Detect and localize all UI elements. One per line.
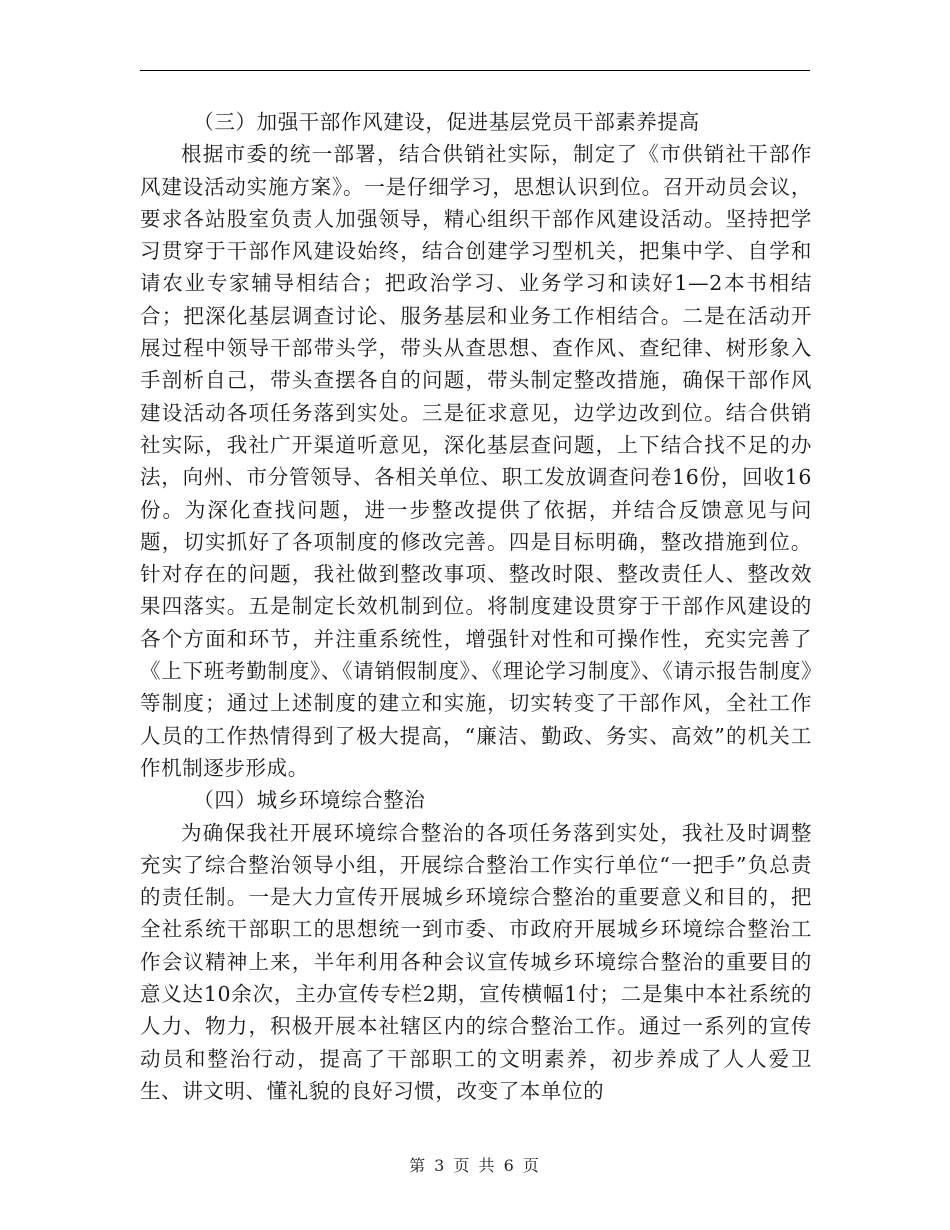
paragraph-cadre-style: 根据市委的统一部署，结合供销社实际，制定了《市供销社干部作风建设活动实施方案》。一是仔细学习，思想认识到位。召开动员会议，要求各站股室负责人加强领导，精心组织干部作风建设活动。坚持把学习贯穿于干部作风建设始终，结合创建学习型机关，把集中学、自学和请农业专家辅导相结合；把政治学习、业务学习和读好1—2本书相结合；把深化基层调查讨论、服务基层和业务工作相结合。二是在活动开展过程中领导干部带头学，带头从查思想、查作风、查纪律、树形象入手剖析自己，带头查摆各自的问题，带头制定整改措施，确保干部作风建设活动各项任务落到实处。三是征求意见，边学边改到位。结合供销社实际，我社广开渠道听意见，深化基层查问题，上下结合找不足的办法，向州、市分管领导、各相关单位、职工发放调查问卷16份，回收16份。为深化查找问题，进一步整改提供了依据，并结合反馈意见与问题，切实抓好了各项制度的修改完善。四是目标明确，整改措施到位。针对存在的问题，我社做到整改事项、整改时限、整改责任人、整改效果四落实。五是制定长效机制到位。将制度建设贯穿于干部作风建设的各个方面和环节，并注重系统性，增强针对性和可操作性，充实完善了《上下班考勤制度》、《请销假制度》、《理论学习制度》、《请示报告制度》等制度；通过上述制度的建立和实施，切实转变了干部作风，全社工作人员的工作热情得到了极大提高，“廉洁、勤政、务实、高效”的机关工作机制逐步形成。 <box>140 142 812 780</box>
paragraph-environment: 为确保我社开展环境综合整治的各项任务落到实处，我社及时调整充实了综合整治领导小组，开展综合整治工作实行单位“一把手”负总责的责任制。一是大力宣传开展城乡环境综合整治的重要意义和目的，把全社系统干部职工的思想统一到市委、市政府开展城乡环境综合整治工作会议精神上来，半年利用各种会议宣传城乡环境综合整治的重要目的意义达10余次，主办宣传专栏2期，宣传横幅1付；二是集中本社系统的人力、物力，积极开展本社辖区内的综合整治工作。通过一系列的宣传动员和整治行动，提高了干部职工的文明素养，初步养成了人人爱卫生、讲文明、懂礼貌的良好习惯，改变了本单位的 <box>140 820 812 1103</box>
page-number-footer: 第 3 页 共 6 页 <box>409 1156 541 1175</box>
section-heading-4: （四）城乡环境综合整治 <box>193 788 426 813</box>
header-divider <box>140 70 810 71</box>
document-body <box>140 106 812 1107</box>
section-heading-3: （三）加强干部作风建设，促进基层党员干部素养提高 <box>193 110 700 134</box>
